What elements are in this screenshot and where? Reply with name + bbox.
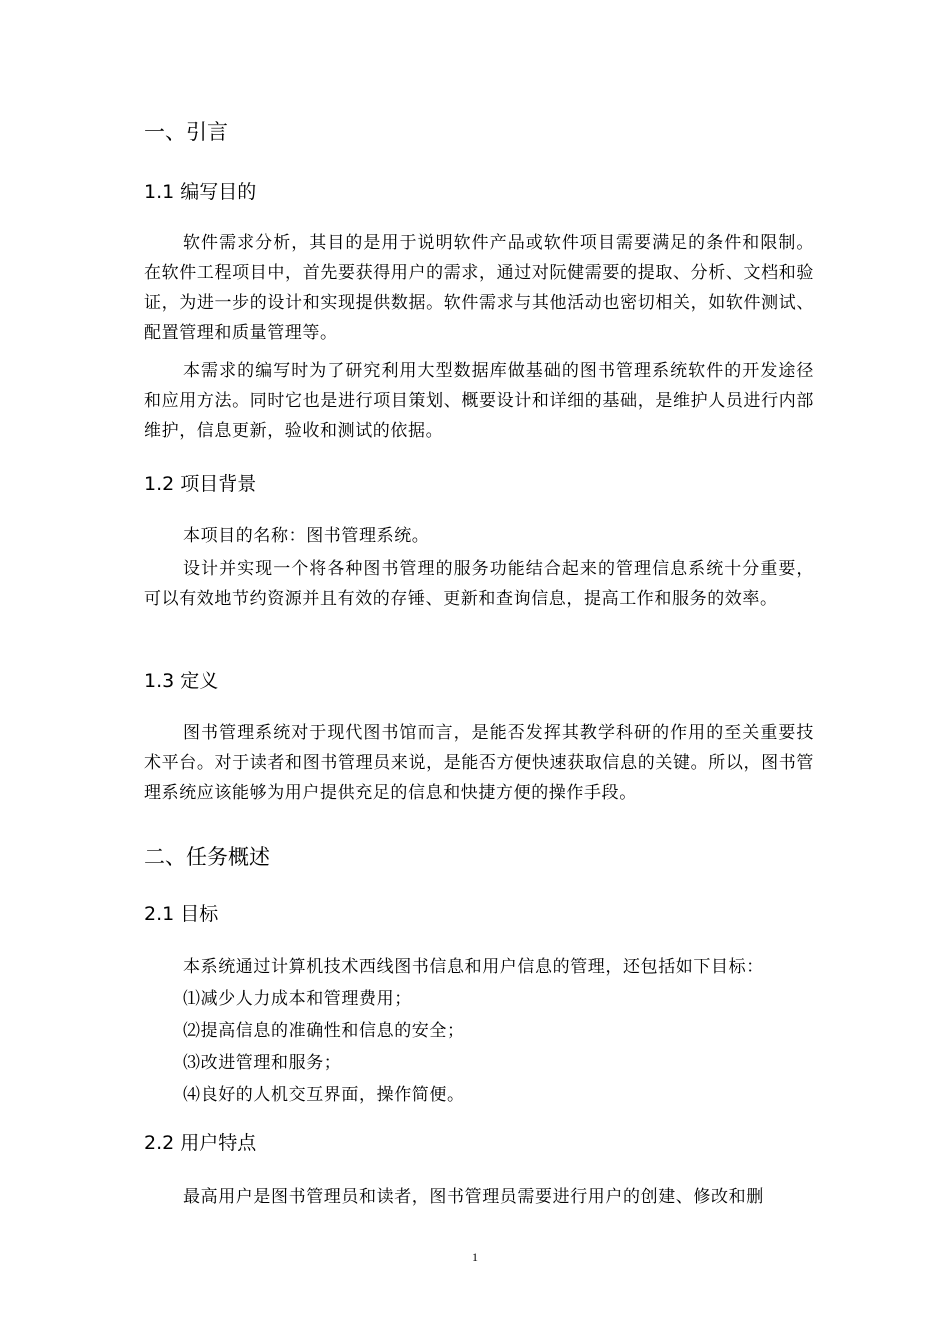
section-heading-task-overview: 二、任务概述 <box>144 845 270 869</box>
paragraph-definition-1: 图书管理系统对于现代图书馆而言，是能否发挥其教学科研的作用的至关重要技术平台。对于读者和图书管理员来说，是能否方便快速获取信息的关键。所以，图书管理系统应该能够为用户提供充足的信息和快捷方便的操作手段。 <box>144 723 814 803</box>
section-heading-introduction: 一、引言 <box>144 120 228 144</box>
paragraph-background-1: 本项目的名称：图书管理系统。 <box>183 526 430 546</box>
subsection-heading-user-characteristics: 2.2 用户特点 <box>144 1132 257 1154</box>
paragraph-user-characteristics-1: 最高用户是图书管理员和读者，图书管理员需要进行用户的创建、修改和删 <box>183 1187 764 1207</box>
paragraph-purpose-1: 软件需求分析，其目的是用于说明软件产品或软件项目需要满足的条件和限制。在软件工程项目中，首先要获得用户的需求，通过对阮健需要的提取、分析、文档和验证，为进一步的设计和实现提供数据。软件需求与其他活动也密切相关，如软件测试、配置管理和质量管理等。 <box>144 233 814 343</box>
subsection-heading-goals: 2.1 目标 <box>144 903 219 925</box>
list-item-goal-3: ⑶改进管理和服务； <box>183 1053 342 1073</box>
subsection-heading-definition: 1.3 定义 <box>144 670 219 692</box>
paragraph-purpose-2: 本需求的编写时为了研究利用大型数据库做基础的图书管理系统软件的开发途径和应用方法。同时它也是进行项目策划、概要设计和详细的基础，是维护人员进行内部维护，信息更新，验收和测试的依据。 <box>144 361 814 441</box>
subsection-heading-purpose: 1.1 编写目的 <box>144 181 257 203</box>
subsection-heading-background: 1.2 项目背景 <box>144 473 257 495</box>
paragraph-goals-intro: 本系统通过计算机技术西线图书信息和用户信息的管理，还包括如下目标： <box>183 957 764 977</box>
list-item-goal-1: ⑴减少人力成本和管理费用； <box>183 989 412 1009</box>
paragraph-background-2: 设计并实现一个将各种图书管理的服务功能结合起来的管理信息系统十分重要，可以有效地节约资源并且有效的存锤、更新和查询信息，提高工作和服务的效率。 <box>144 559 814 609</box>
list-item-goal-4: ⑷良好的人机交互界面，操作简便。 <box>183 1085 465 1105</box>
page-number: 1 <box>472 1250 478 1264</box>
list-item-goal-2: ⑵提高信息的准确性和信息的安全； <box>183 1021 465 1041</box>
